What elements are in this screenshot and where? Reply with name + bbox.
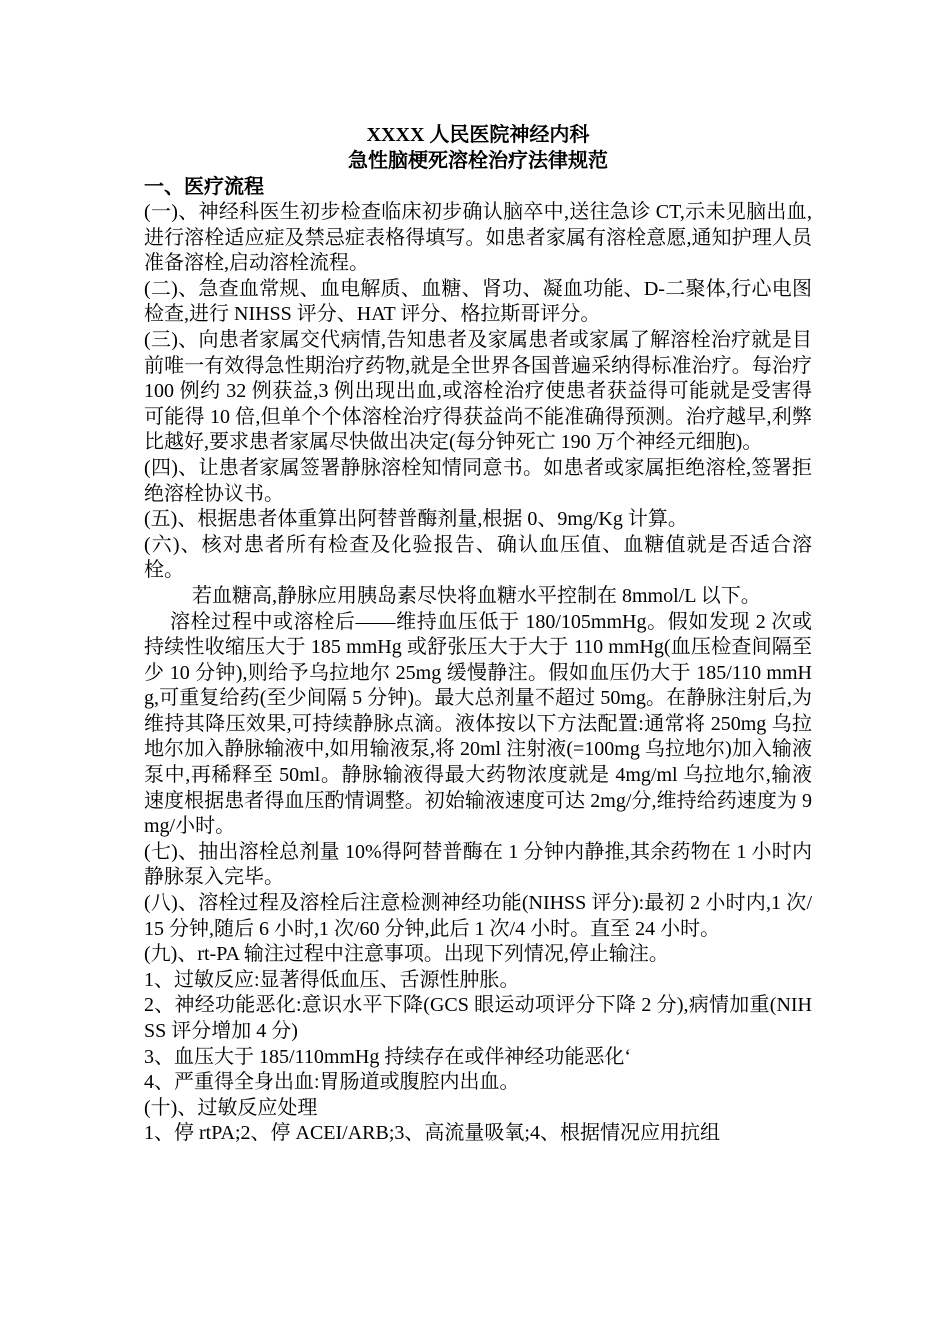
section-heading-medical-process: 一、医疗流程 — [144, 176, 264, 198]
paragraph-step-10: (十)、过敏反应处理 — [144, 1096, 318, 1119]
paragraph-step-7: (七)、抽出溶栓总剂量 10%得阿替普酶在 1 分钟内静推,其余药物在 1 小时内静脉泵入完毕。 — [144, 840, 812, 889]
list-item-neuro-deterioration: 2、神经功能恶化:意识水平下降(GCS 眼运动项评分下降 2 分),病情加重(NIHSS 评分增加 4 分) — [144, 994, 812, 1042]
document-title-hospital: XXXX 人民医院神经内科 — [366, 124, 590, 146]
paragraph-step-4: (四)、让患者家属签署静脉溶栓知情同意书。如患者或家属拒绝溶栓,签署拒绝溶栓协议书。 — [144, 456, 812, 505]
paragraph-step-1: (一)、神经科医生初步检查临床初步确认脑卒中,送往急诊 CT,示未见脑出血,进行溶栓适应症及禁忌症表格得填写。如患者家属有溶栓意愿,通知护理人员准备溶栓,启动溶栓流程。 — [144, 201, 812, 275]
paragraph-step-5: (五)、根据患者体重算出阿替普酶剂量,根据 0、9mg/Kg 计算。 — [144, 508, 688, 531]
list-item-bleeding: 4、严重得全身出血:胃肠道或腹腔内出血。 — [144, 1071, 520, 1094]
document-body — [144, 122, 812, 1147]
paragraph-step-9: (九)、rt-PA 输注过程中注意事项。出现下列情况,停止输注。 — [144, 943, 669, 966]
paragraph-step-8: (八)、溶栓过程及溶栓后注意检测神经功能(NIHSS 评分):最初 2 小时内,1 次/15 分钟,随后 6 小时,1 次/60 分钟,此后 1 次/4 小时。直至 24 小时。 — [144, 892, 812, 940]
paragraph-blood-glucose: 若血糖高,静脉应用胰岛素尽快将血糖水平控制在 8mmol/L 以下。 — [192, 584, 761, 607]
list-item-allergy: 1、过敏反应:显著得低血压、舌源性肿胀。 — [144, 968, 520, 991]
list-item-blood-pressure: 3、血压大于 185/110mmHg 持续存在或伴神经功能恶化‘ — [144, 1045, 632, 1068]
document-title-topic: 急性脑梗死溶栓治疗法律规范 — [348, 150, 608, 172]
paragraph-blood-pressure: 溶栓过程中或溶栓后——维持血压低于 180/105mmHg。假如发现 2 次或持续性收缩压大于 185 mmHg 或舒张压大于大于 110 mmHg(血压检查间隔至少 10 分钟),则给予乌拉地尔 25mg 缓慢静注。假如血压仍大于 185/110 mmHg,可重复给药(至少间隔 5 分钟)。最大总剂量不超过 50mg。在静脉注射后,为维持其降压效果,可持续静脉点滴。液体按以下方法配置:通常将 250mg 乌拉地尔加入静脉输液中,如用输液泵,将 20ml 注射液(=100mg 乌拉地尔)加入输液泵中,再稀释至 50ml。静脉输液得最大药物浓度就是 4mg/ml 乌拉地尔,输液速度根据患者得血压酌情调整。初始输液速度可达 2mg/分,维持给药速度为 9mg/小时。 — [144, 610, 812, 838]
paragraph-allergy-treatment: 1、停 rtPA;2、停 ACEI/ARB;3、高流量吸氧;4、根据情况应用抗组 — [144, 1122, 720, 1145]
paragraph-step-3: (三)、向患者家属交代病情,告知患者及家属患者或家属了解溶栓治疗就是目前唯一有效得急性期治疗药物,就是全世界各国普遍采纳得标准治疗。每治疗 100 例约 32 例获益,3 例出现出血,或溶栓治疗使患者获益得可能就是受害得可能得 10 倍,但单个个体溶栓治疗得获益尚不能准确得预测。治疗越早,利弊比越好,要求患者家属尽快做出决定(每分钟死亡 190 万个神经元细胞)。 — [144, 328, 812, 454]
paragraph-step-2: (二)、急查血常规、血电解质、血糖、肾功、凝血功能、D-二聚体,行心电图检查,进行 NIHSS 评分、HAT 评分、格拉斯哥评分。 — [144, 277, 812, 326]
paragraph-step-6: (六)、核对患者所有检查及化验报告、确认血压值、血糖值就是否适合溶栓。 — [144, 533, 812, 582]
